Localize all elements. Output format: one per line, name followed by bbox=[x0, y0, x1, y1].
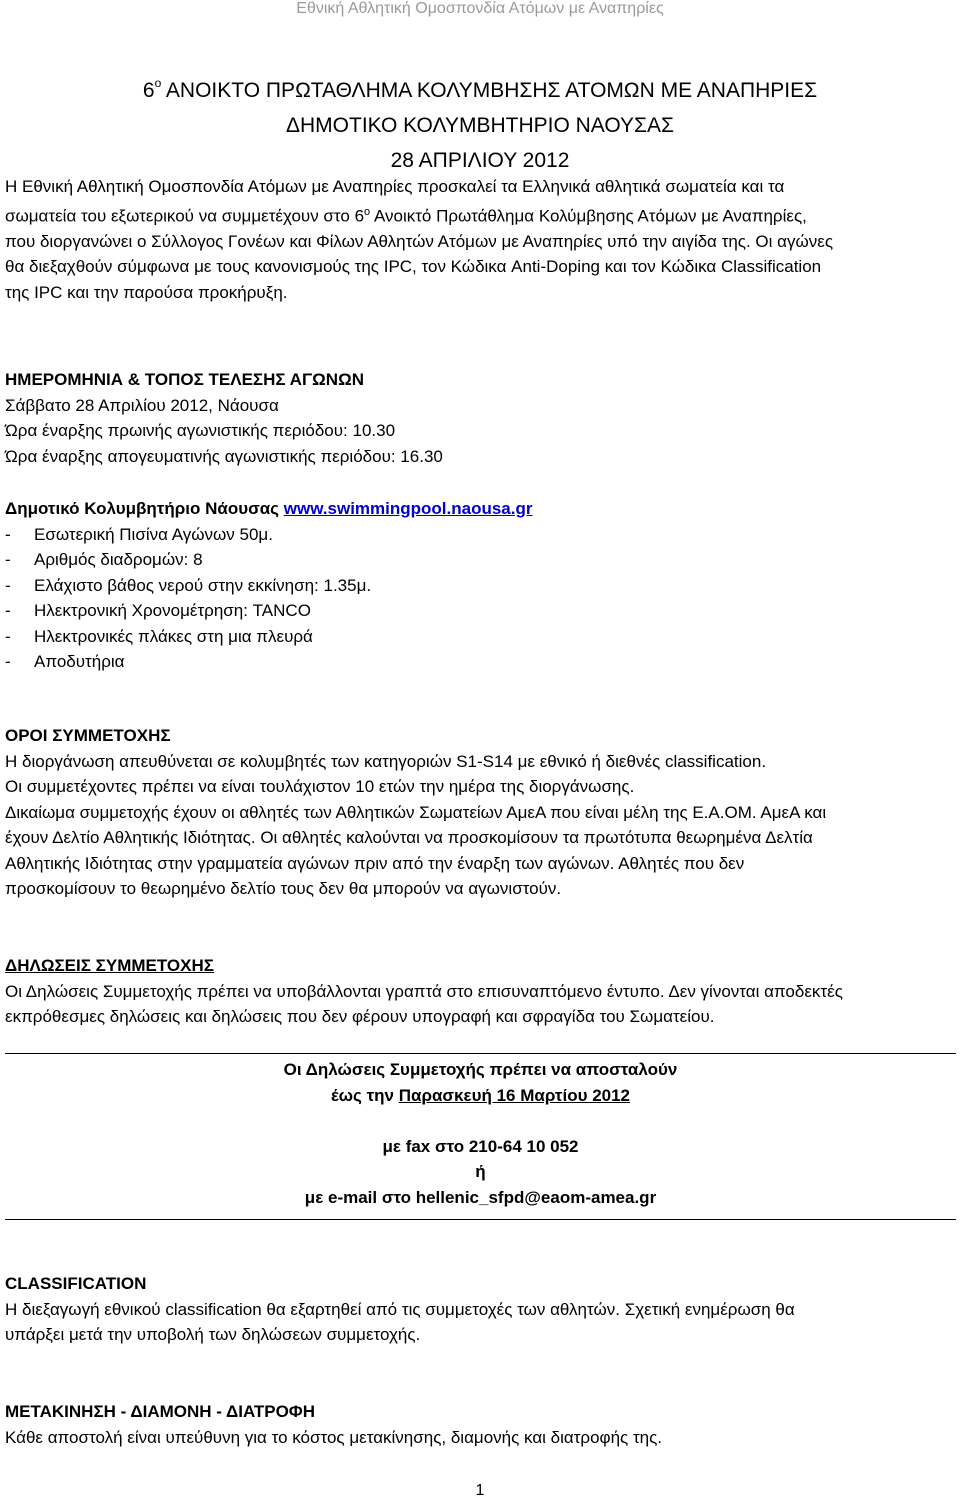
notice-email: με e-mail στο hellenic_sfpd@eaom-amea.gr bbox=[304, 1187, 657, 1207]
morning-session-time: Ώρα έναρξης πρωινής αγωνιστικής περιόδου: 10.30 bbox=[5, 421, 396, 440]
intro-line: που διοργανώνει ο Σύλλογος Γονέων και Φίλων Αθλητών Ατόμων με Αναπηρίες υπό την αιγίδα της. Οι αγώνες bbox=[5, 231, 834, 251]
pool-feature-item: - Αριθμός διαδρομών: 8 bbox=[5, 550, 203, 569]
transport-section bbox=[5, 1399, 956, 1450]
title-line-3: 28 ΑΠΡΙΛΙΟΥ 2012 bbox=[390, 149, 570, 172]
participation-line: Η διοργάνωση απευθύνεται σε κολυμβητές των κατηγοριών S1-S14 με εθνικό ή διεθνές classification. bbox=[5, 751, 767, 771]
running-header: Εθνική Αθλητική Ομοσπονδία Ατόμων με Αναπηρίες bbox=[296, 0, 664, 17]
notice-or: ή bbox=[475, 1162, 486, 1181]
pool-heading: Δημοτικό Κολυμβητήριο Νάουσας www.swimmingpool.naousa.gr bbox=[5, 499, 533, 518]
participation-heading: ΟΡΟΙ ΣΥΜΜΕΤΟΧΗΣ bbox=[5, 726, 171, 745]
declarations-line: εκπρόθεσμες δηλώσεις και δηλώσεις που δεν φέρουν υπογραφή και σφραγίδα του Σωματείου. bbox=[5, 1007, 715, 1026]
notice-fax: με fax στο 210-64 10 052 bbox=[382, 1136, 579, 1156]
participation-line: Οι συμμετέχοντες πρέπει να είναι τουλάχιστον 10 ετών την ημέρα της διοργάνωσης. bbox=[5, 777, 635, 796]
pool-feature-item: - Ηλεκτρονικές πλάκες στη μια πλευρά bbox=[5, 626, 313, 646]
submission-notice-box bbox=[5, 1053, 956, 1220]
pool-feature-item: - Ηλεκτρονική Χρονομέτρηση: TANCO bbox=[5, 601, 311, 620]
notice-line: Οι Δηλώσεις Συμμετοχής πρέπει να αποσταλούν bbox=[283, 1060, 678, 1079]
declarations-line: Οι Δηλώσεις Συμμετοχής πρέπει να υποβάλλονται γραπτά στο επισυναπτόμενο έντυπο. Δεν γίνονται αποδεκτές bbox=[5, 981, 843, 1001]
participation-line: προσκομίσουν το θεωρημένο δελτίο τους δεν θα μπορούν να αγωνιστούν. bbox=[5, 879, 562, 898]
declarations-heading: ΔΗΛΩΣΕΙΣ ΣΥΜΜΕΤΟΧΗΣ bbox=[5, 956, 214, 975]
participation-line: Αθλητικής Ιδιότητας στην γραμματεία αγώνων πριν από την έναρξη των αγώνων. Αθλητές που δεν bbox=[5, 853, 745, 873]
pool-feature-item: - Ελάχιστο βάθος νερού στην εκκίνηση: 1.35μ. bbox=[5, 575, 372, 595]
title-line-2: ΔΗΜΟΤΙΚΟ ΚΟΛΥΜΒΗΤΗΡΙΟ ΝΑΟΥΣΑΣ bbox=[285, 114, 675, 137]
pool-feature-item: - Αποδυτήρια bbox=[5, 652, 125, 671]
date-venue-section bbox=[5, 367, 956, 469]
intro-line: σωματεία του εξωτερικού να συμμετέχουν στο $6^o$ Ανοικτό Πρωτάθλημα Κολύμβησης Ατόμων με Αναπηρίες, bbox=[5, 205, 807, 226]
intro-line: της IPC και την παρούσα προκήρυξη. bbox=[5, 282, 288, 302]
classification-heading: CLASSIFICATION bbox=[5, 1274, 147, 1293]
title-line-1: $6^o$ ΑΝΟΙΚΤΟ ΠΡΩΤΑΘΛΗΜΑ ΚΟΛΥΜΒΗΣΗΣ ΑΤΟΜΩΝ ΜΕ ΑΝΑΠΗΡΙΕΣ bbox=[142, 76, 818, 102]
intro-paragraph bbox=[5, 174, 956, 305]
intro-line: Η Εθνική Αθλητική Ομοσπονδία Ατόμων με Αναπηρίες προσκαλεί τα Ελληνικά αθλητικά σωματεία και τα bbox=[5, 177, 785, 196]
declarations-section bbox=[5, 953, 956, 1030]
date-venue-heading: ΗΜΕΡΟΜΗΝΙΑ & ΤΟΠΟΣ ΤΕΛΕΣΗΣ ΑΓΩΝΩΝ bbox=[5, 370, 364, 389]
pool-feature-item: - Εσωτερική Πισίνα Αγώνων 50μ. bbox=[5, 524, 273, 544]
intro-line: θα διεξαχθούν σύμφωνα με τους κανονισμούς της IPC, τον Κώδικα Anti-Doping και τον Κώδικα Classification bbox=[5, 257, 822, 277]
classification-section bbox=[5, 1271, 956, 1348]
participation-section bbox=[5, 723, 956, 902]
participation-line: Δικαίωμα συμμετοχής έχουν οι αθλητές των Αθλητικών Σωματείων ΑμεΑ που είναι μέλη της Ε.Α.ΟΜ. ΑμεΑ και bbox=[5, 802, 827, 822]
deadline-date: Παρασκευή 16 Μαρτίου 2012 bbox=[398, 1085, 631, 1105]
transport-heading: ΜΕΤΑΚΙΝΗΣΗ - ΔΙΑΜΟΝΗ - ΔΙΑΤΡΟΦΗ bbox=[5, 1402, 316, 1421]
afternoon-session-time: Ώρα έναρξης απογευματινής αγωνιστικής περιόδου: 16.30 bbox=[5, 446, 443, 466]
transport-line: Κάθε αποστολή είναι υπεύθυνη για το κόστος μετακίνησης, διαμονής και διατροφής της. bbox=[5, 1427, 663, 1447]
page-number: 1 bbox=[475, 1482, 485, 1499]
pool-website-link[interactable]: www.swimmingpool.naousa.gr bbox=[283, 499, 533, 518]
classification-line: υπάρξει μετά την υποβολή των δηλώσεων συμμετοχής. bbox=[5, 1325, 421, 1344]
pool-section bbox=[5, 496, 956, 675]
notice-deadline: έως την Παρασκευή 16 Μαρτίου 2012 bbox=[330, 1085, 631, 1105]
event-date: Σάββατο 28 Απριλίου 2012, Νάουσα bbox=[5, 395, 279, 415]
participation-line: έχουν Δελτίο Αθλητικής Ιδιότητας. Οι αθλητές καλούνται να προσκομίσουν τα πρωτότυπα θεωρημένα Δελτία bbox=[5, 828, 813, 847]
document-title bbox=[0, 68, 960, 178]
classification-line: Η διεξαγωγή εθνικού classification θα εξαρτηθεί από τις συμμετοχές των αθλητών. Σχετική ενημέρωση θα bbox=[5, 1299, 795, 1319]
